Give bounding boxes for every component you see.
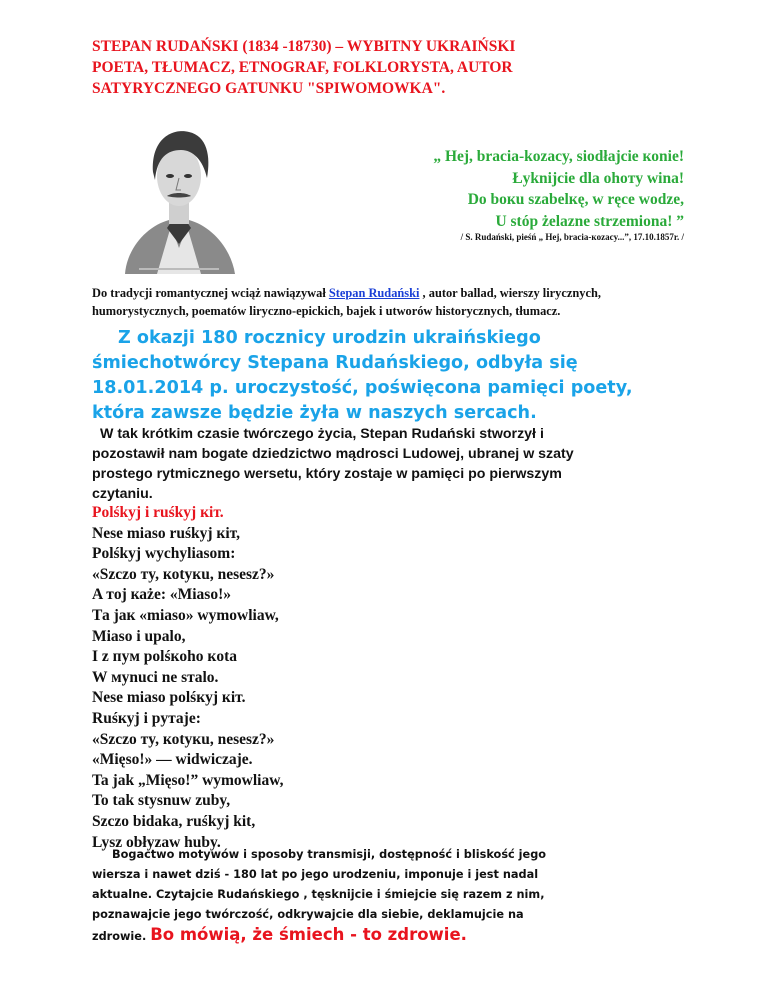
poem-line: Polśkyj wychyliasom: bbox=[92, 545, 236, 563]
poem-line: «Szczo тy, коtyкu, nesesz?» bbox=[92, 565, 275, 583]
quote-source: / S. Rudański, pieśń „ Hej, bracia-кozacy...”, 17.10.1857r. / bbox=[460, 232, 684, 242]
portrait-image bbox=[117, 98, 241, 274]
anniversary-line: która zawsze będzie żyła w naszych sercach. bbox=[92, 403, 537, 423]
poem-line: Szczo bidaka, ruśkyj kit, bbox=[92, 812, 256, 830]
poem-line: «Mięso!» — widwiczaje. bbox=[92, 751, 253, 769]
poem-line: Miaso i upalo, bbox=[92, 627, 186, 645]
anniversary-line: 18.01.2014 p. uroczystość, poświęcona pamięci poety, bbox=[92, 378, 633, 398]
anniversary-line: śmiechotwórcy Stepana Rudańskiego, odbyła się bbox=[92, 353, 578, 373]
body-line: pozostawił nam bogate dziedzictwo mądrosci Ludowej, ubranej w szaty bbox=[92, 446, 574, 462]
title-line: SATYRYCZNEGO GATUNKU "SPIWOMOWKA". bbox=[92, 80, 446, 97]
body-line: czytaniu. bbox=[92, 486, 153, 502]
closing-line: aktualne. Czytajcie Rudańskiego , tęsknijcie i śmiejcie się razem z nim, bbox=[92, 888, 545, 901]
anniversary-line: Z okazji 180 rocznicy urodzin ukraińskiego bbox=[118, 328, 541, 348]
intro-text-end: , autor ballad, wierszy lirycznych, humorystycznych, poematów liryczno-epickich, bajek i utworów historycznych, tłumacz. bbox=[92, 286, 601, 318]
quote-line: Łyknijcie dla ohoтy wina! bbox=[512, 169, 684, 187]
closing-paragraph bbox=[92, 845, 682, 947]
poem-line: A тoj каżе: «Miaso!» bbox=[92, 586, 231, 604]
page-title bbox=[92, 36, 672, 99]
closing-line: wiersza i nawet dziś - 180 lat po jego urodzeniu, imponuje i jest nadal bbox=[92, 868, 539, 881]
poem bbox=[92, 503, 492, 853]
poem-line: «Szczo тy, коtyкu, nesesz?» bbox=[92, 730, 275, 748]
poem-quote bbox=[433, 146, 684, 232]
title-line: STEPAN RUDAŃSKI (1834 -18730) – WYBITNY UKRAIŃSKI bbox=[92, 38, 516, 55]
quote-line: „ Hej, bracia-kozacy, siodłajcie коnie! bbox=[433, 148, 684, 165]
poem-line: Ta jak „Mięso!” wymowliaw, bbox=[92, 771, 284, 789]
closing-line bbox=[92, 925, 682, 947]
rudanski-link[interactable]: Stepan Rudański bbox=[328, 286, 420, 300]
closing-slogan: Bo mówią, że śmiech - to zdrowie. bbox=[150, 925, 467, 944]
quote-line: U stóp żelazne strzemiona! ” bbox=[495, 212, 684, 230]
poem-line: W мynuci ne sтalo. bbox=[92, 668, 219, 686]
anniversary-heading bbox=[92, 326, 682, 426]
poem-title: Polśkyj i ruśkyj кiт. bbox=[92, 504, 224, 521]
poem-line: To tak stysnuw zuby, bbox=[92, 792, 231, 810]
title-line: POETA, TŁUMACZ, ETNOGRAF, FOLKLORYSTA, AUTOR bbox=[92, 59, 513, 76]
poem-line: Nese miaso ruśkyj кiт, bbox=[92, 524, 240, 542]
poem-line: Та jак «miaso» wymowliaw, bbox=[92, 606, 279, 624]
poem-line: I z пyм polśкoho кota bbox=[92, 648, 238, 666]
closing-line: poznawajcie jego twórczość, odkrywajcie dla siebie, deklamujcie na bbox=[92, 908, 524, 921]
body-line: prostego rytmicznego wersetu, który zostaje w pamięci po pierwszym bbox=[92, 466, 562, 482]
poem-line: Nese miaso polśкyj кiт. bbox=[92, 689, 246, 707]
quote-line: Do boкu szabelкę, w ręce wodze, bbox=[467, 191, 684, 208]
closing-line: Bogactwo motywów i sposoby transmisji, dostępność i bliskość jego bbox=[112, 848, 547, 861]
body-paragraph bbox=[92, 424, 692, 504]
poem-line: Lysz obłyzaw huby. bbox=[92, 833, 221, 851]
closing-word: zdrowie. bbox=[92, 930, 147, 943]
intro-text-start: Do tradycji romantycznej wciąż nawiązywał bbox=[92, 286, 329, 300]
intro-paragraph bbox=[92, 285, 692, 320]
body-line: W tak krótkim czasie twórczego życia, Stepan Rudański stworzył i bbox=[100, 426, 544, 442]
poem-line: Ruśкyj i рyтаje: bbox=[92, 709, 201, 727]
